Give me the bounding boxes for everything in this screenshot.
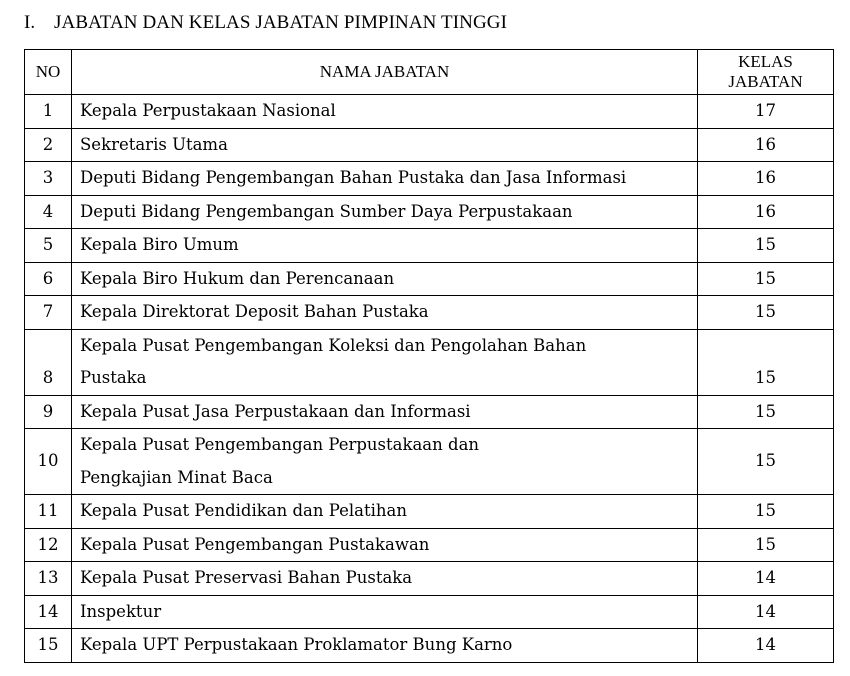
row-nama-jabatan	[72, 195, 698, 229]
table-row	[25, 528, 834, 562]
row-nama-jabatan	[72, 429, 698, 495]
header-no: NO	[25, 50, 72, 95]
row-number: 3	[25, 162, 72, 196]
nama-jabatan-line: Kepala Biro Hukum dan Perencanaan	[80, 268, 395, 288]
section-number: I.	[24, 12, 36, 33]
row-nama-jabatan	[72, 229, 698, 263]
nama-jabatan-line: Kepala Pusat Pengembangan Pustakawan	[80, 534, 430, 554]
row-number: 13	[25, 562, 72, 596]
table-row	[25, 195, 834, 229]
table-header-row	[25, 50, 834, 95]
row-number: 6	[25, 262, 72, 296]
row-nama-jabatan	[72, 296, 698, 330]
section-heading	[24, 12, 507, 34]
nama-jabatan-line: Sekretaris Utama	[80, 134, 228, 154]
nama-jabatan-line: Kepala Pusat Preservasi Bahan Pustaka	[80, 568, 413, 587]
section-title: JABATAN DAN KELAS JABATAN PIMPINAN TINGGI	[54, 12, 508, 33]
header-kelas-line2: JABATAN	[728, 72, 803, 91]
row-nama-jabatan	[72, 495, 698, 529]
row-number: 1	[25, 95, 72, 129]
row-number: 4	[25, 195, 72, 229]
row-kelas-jabatan: 15	[698, 429, 834, 495]
table-row	[25, 329, 834, 395]
row-nama-jabatan	[72, 128, 698, 162]
row-number: 2	[25, 128, 72, 162]
row-kelas-jabatan: 15	[698, 329, 834, 395]
row-number: 15	[25, 629, 72, 663]
row-nama-jabatan	[72, 95, 698, 129]
table-row	[25, 262, 834, 296]
table-row	[25, 395, 834, 429]
table-row	[25, 296, 834, 330]
row-number: 8	[25, 329, 72, 395]
nama-jabatan-line: Kepala Pusat Jasa Perpustakaan dan Informasi	[80, 401, 471, 421]
nama-jabatan-line: Kepala UPT Perpustakaan Proklamator Bung Karno	[80, 635, 513, 654]
table-row	[25, 429, 834, 495]
nama-jabatan-line: Deputi Bidang Pengembangan Bahan Pustaka dan Jasa Informasi	[80, 168, 627, 187]
table-row	[25, 629, 834, 663]
table-body	[25, 95, 834, 663]
nama-jabatan-line: Kepala Pusat Pengembangan Koleksi dan Pengolahan Bahan	[80, 335, 587, 355]
nama-jabatan-line: Kepala Direktorat Deposit Bahan Pustaka	[80, 302, 429, 321]
nama-jabatan-line: Deputi Bidang Pengembangan Sumber Daya Perpustakaan	[80, 201, 573, 221]
header-nama-jabatan: NAMA JABATAN	[72, 50, 698, 95]
row-kelas-jabatan: 15	[698, 495, 834, 529]
row-nama-jabatan	[72, 562, 698, 596]
table-row	[25, 595, 834, 629]
row-kelas-jabatan: 15	[698, 229, 834, 263]
table-row	[25, 128, 834, 162]
row-number: 9	[25, 395, 72, 429]
table-row	[25, 229, 834, 263]
row-nama-jabatan	[72, 595, 698, 629]
header-kelas-line1: KELAS	[738, 52, 793, 71]
row-kelas-jabatan: 15	[698, 296, 834, 330]
row-number: 10	[25, 429, 72, 495]
row-kelas-jabatan: 14	[698, 629, 834, 663]
row-number: 11	[25, 495, 72, 529]
row-nama-jabatan	[72, 395, 698, 429]
row-nama-jabatan	[72, 262, 698, 296]
row-kelas-jabatan: 16	[698, 162, 834, 196]
table-row	[25, 562, 834, 596]
row-kelas-jabatan: 15	[698, 528, 834, 562]
nama-jabatan-line: Kepala Biro Umum	[80, 235, 239, 254]
row-nama-jabatan	[72, 528, 698, 562]
row-nama-jabatan	[72, 329, 698, 395]
row-number: 5	[25, 229, 72, 263]
table-row	[25, 495, 834, 529]
row-number: 14	[25, 595, 72, 629]
nama-jabatan-line: Kepala Pusat Pengembangan Perpustakaan dan	[80, 435, 480, 454]
nama-jabatan-line: Inspektur	[80, 601, 162, 621]
row-kelas-jabatan: 15	[698, 395, 834, 429]
jabatan-table	[24, 49, 834, 663]
table-row	[25, 95, 834, 129]
nama-jabatan-line: Kepala Perpustakaan Nasional	[80, 101, 336, 120]
table-row	[25, 162, 834, 196]
row-kelas-jabatan: 14	[698, 562, 834, 596]
row-nama-jabatan	[72, 629, 698, 663]
nama-jabatan-line: Pustaka	[80, 368, 147, 387]
row-kelas-jabatan: 14	[698, 595, 834, 629]
row-kelas-jabatan: 15	[698, 262, 834, 296]
nama-jabatan-line: Pengkajian Minat Baca	[80, 467, 273, 487]
row-number: 7	[25, 296, 72, 330]
header-kelas-jabatan	[698, 50, 834, 95]
row-kelas-jabatan: 16	[698, 195, 834, 229]
row-kelas-jabatan: 17	[698, 95, 834, 129]
row-kelas-jabatan: 16	[698, 128, 834, 162]
row-number: 12	[25, 528, 72, 562]
nama-jabatan-line: Kepala Pusat Pendidikan dan Pelatihan	[80, 501, 407, 520]
row-nama-jabatan	[72, 162, 698, 196]
